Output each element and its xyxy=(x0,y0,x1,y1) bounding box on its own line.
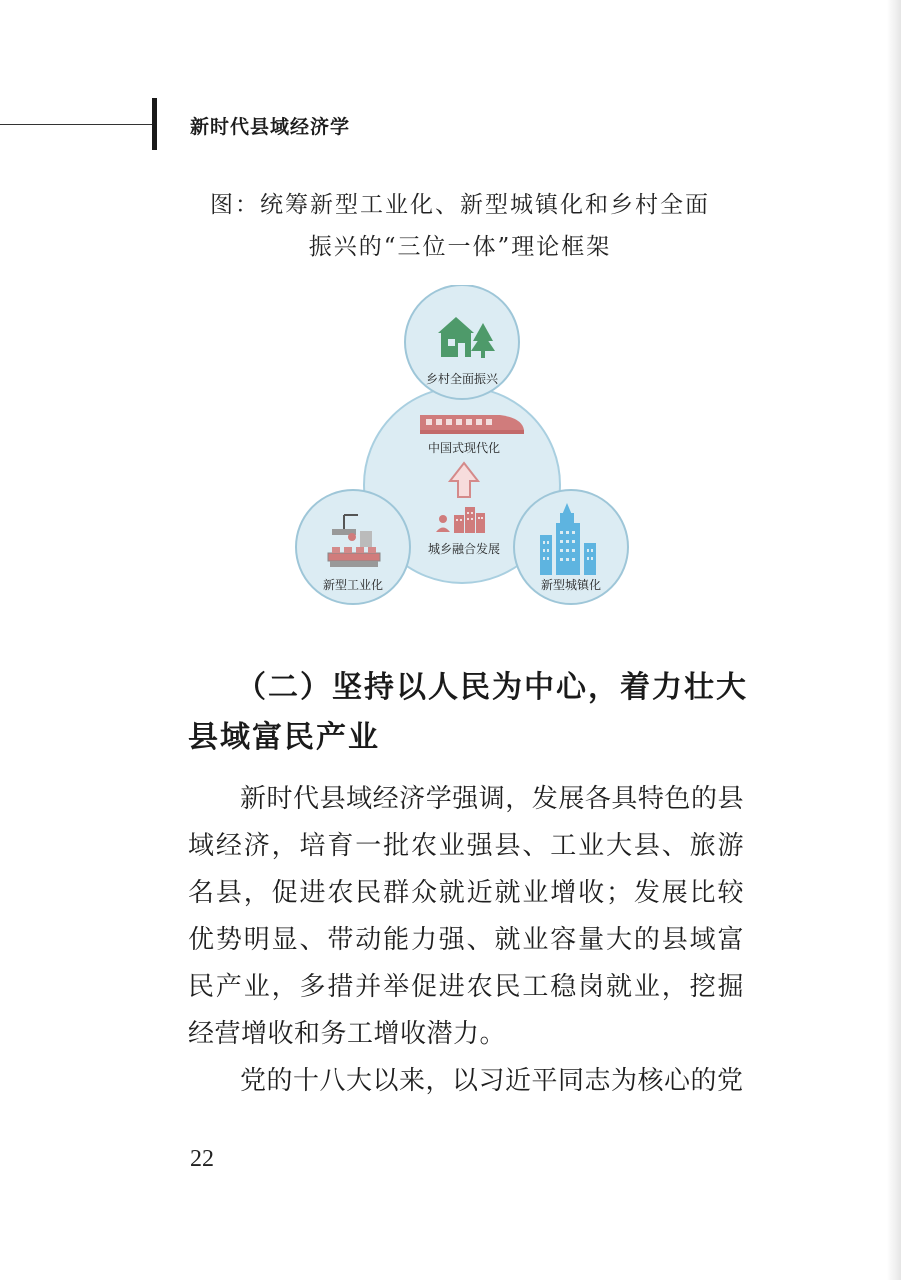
center-top-label: 中国式现代化 xyxy=(427,441,501,455)
running-header-title: 新时代县域经济学 xyxy=(190,116,351,138)
section-heading-line2: 县域富民产业 xyxy=(188,720,380,755)
header-rule xyxy=(0,124,154,125)
industry-label: 新型工业化 xyxy=(322,578,384,592)
body-paragraph-1: 新时代县域经济学强调，发展各具特色的县域经济，培育一批农业强县、工业大县、旅游名县，促进农民群众就近就业增收；发展比较优势明显、带动能力强、就业容量大的县域富民产业，多措并举促进农民工稳岗就业，挖掘经营增收和务工增收潜力。 xyxy=(188,784,744,1049)
page-edge-shadow xyxy=(887,0,901,1280)
three-in-one-diagram xyxy=(290,285,635,615)
page-number: 22 xyxy=(190,1146,214,1172)
urban-label: 新型城镇化 xyxy=(540,578,602,592)
body-paragraph-2: 党的十八大以来，以习近平同志为核心的党 xyxy=(240,1066,744,1096)
rural-label: 乡村全面振兴 xyxy=(425,372,499,386)
center-bottom-label: 城乡融合发展 xyxy=(427,542,501,556)
header-bar xyxy=(152,98,157,150)
section-heading-line1: （二）坚持以人民为中心，着力壮大 xyxy=(236,670,748,705)
figure-caption-line1: 图：统筹新型工业化、新型城镇化和乡村全面 xyxy=(210,192,710,218)
figure-caption-line2: 振兴的“三位一体”理论框架 xyxy=(308,234,612,260)
train-icon xyxy=(420,415,524,434)
